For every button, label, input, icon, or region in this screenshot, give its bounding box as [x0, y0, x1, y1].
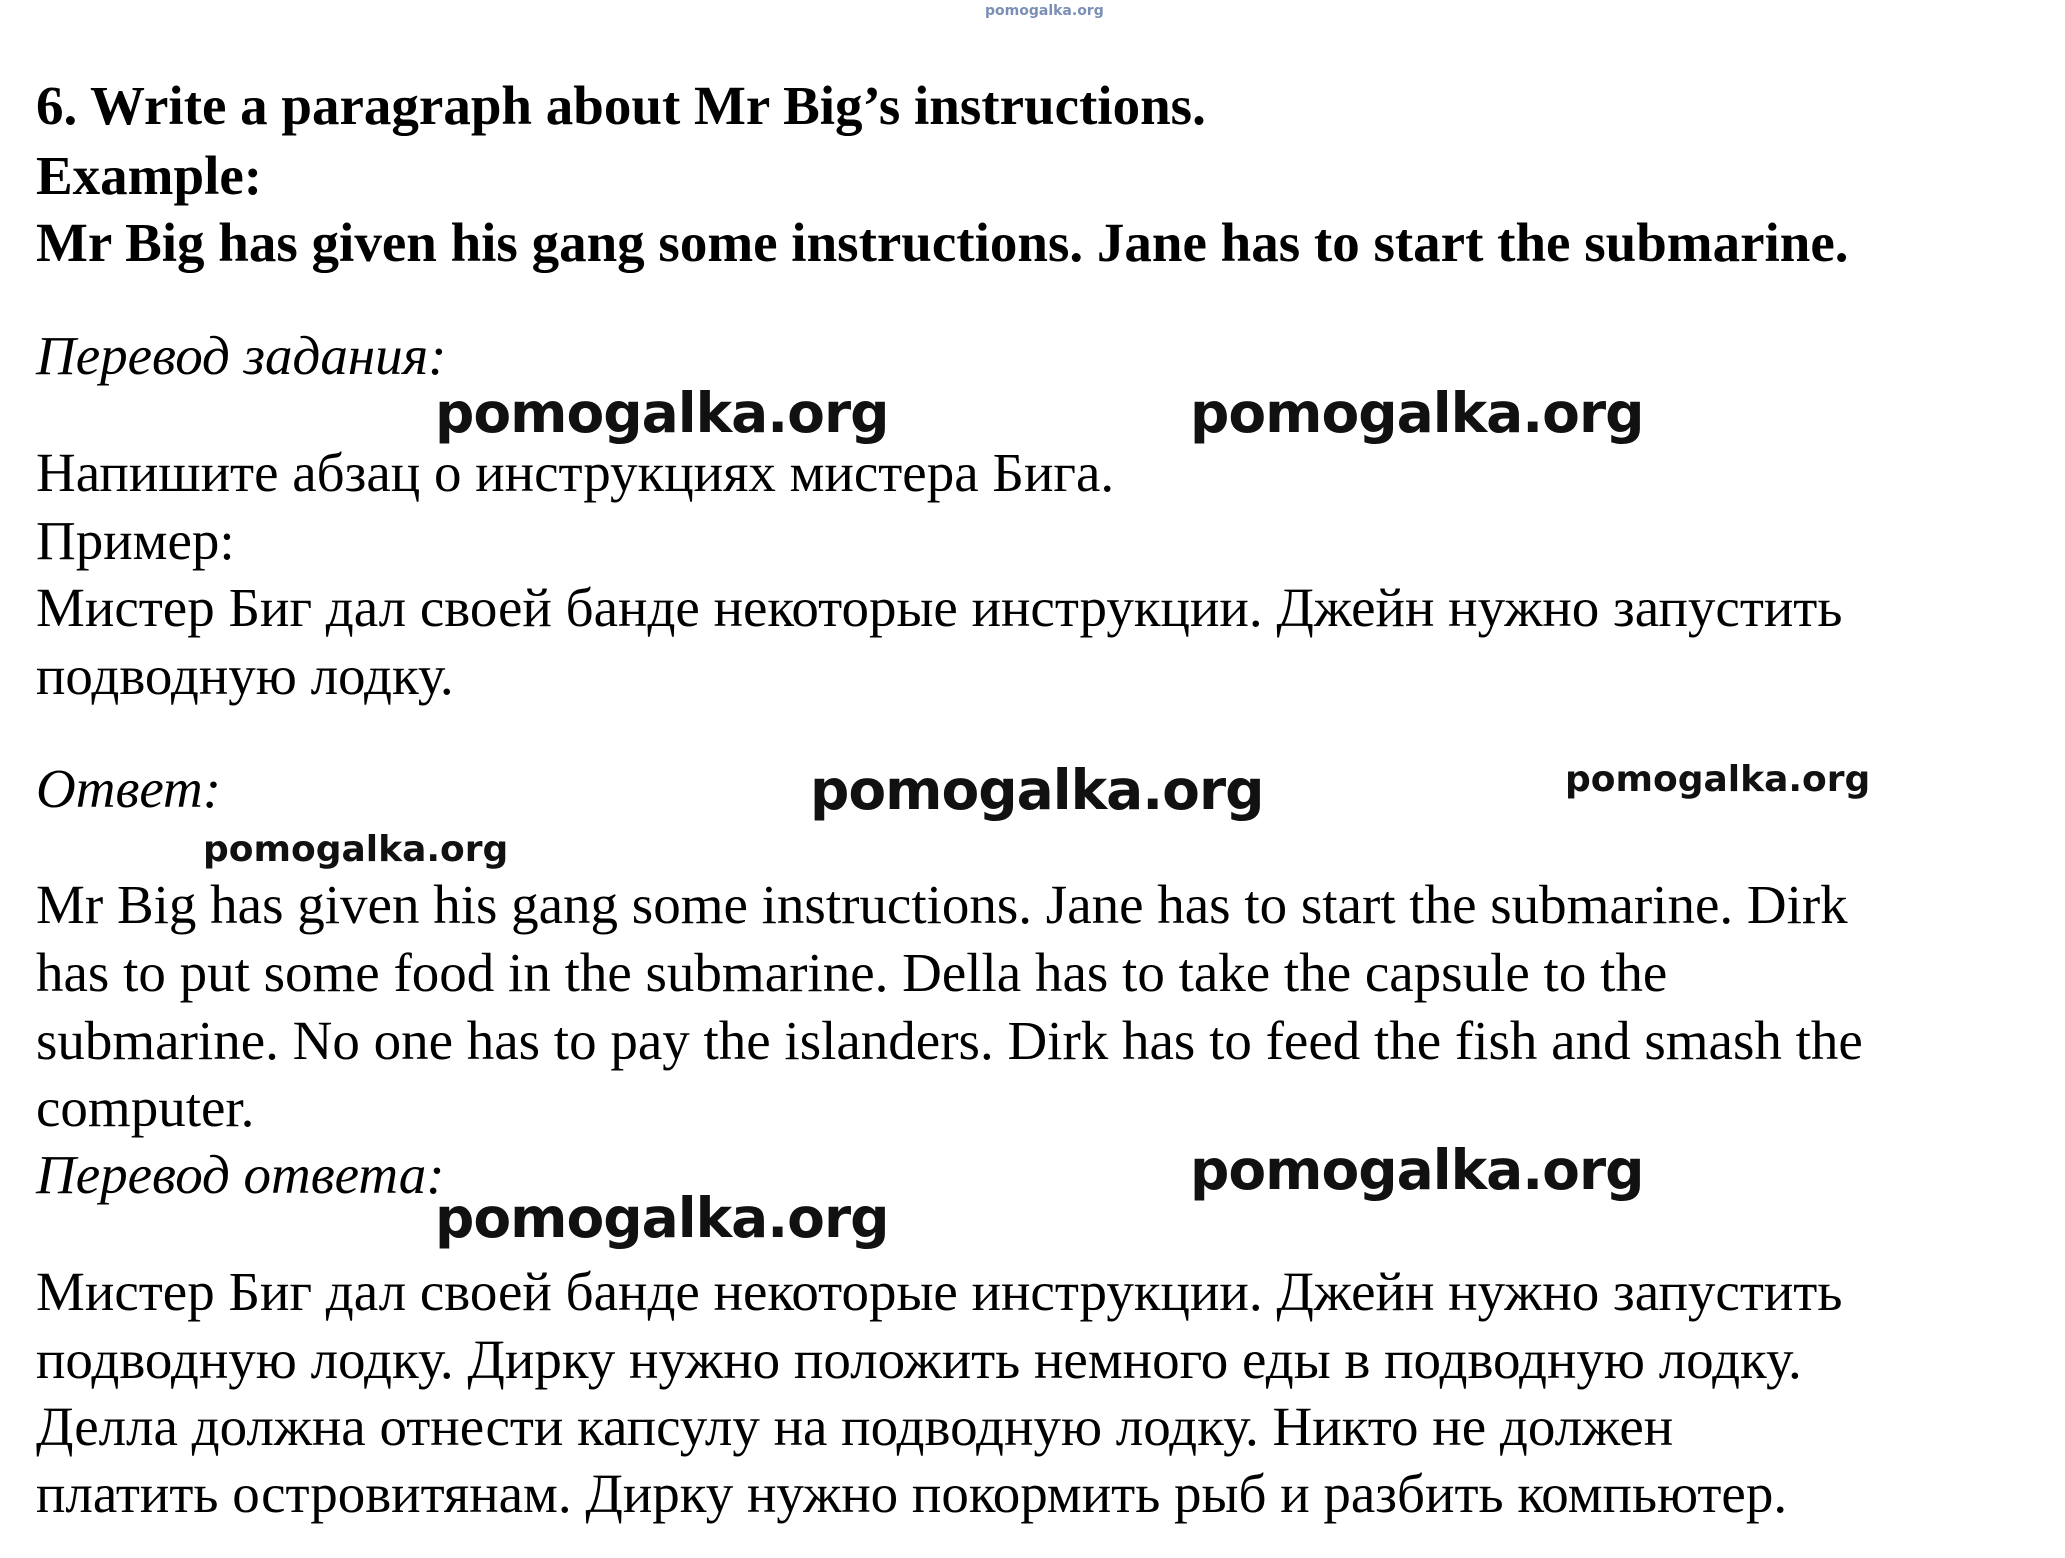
task-translation-heading: Перевод задания:: [36, 325, 447, 386]
task-translation-line: Мистер Биг дал своей банде некоторые инструкции. Джейн нужно запустить: [36, 577, 1843, 638]
task-title: 6. Write a paragraph about Mr Big’s instructions.: [36, 75, 1206, 136]
watermark: pomogalka.org: [1565, 759, 1871, 800]
answer-line: has to put some food in the submarine. Della has to take the capsule to the: [36, 942, 1668, 1003]
site-mark-top: pomogalka.org: [985, 3, 1104, 19]
answer-translation-heading: Перевод ответа:: [36, 1144, 445, 1205]
task-example-text: Mr Big has given his gang some instructions. Jane has to start the submarine.: [36, 212, 1849, 273]
answer-heading: Ответ:: [36, 758, 222, 819]
answer-translation-line: Мистер Биг дал своей банде некоторые инструкции. Джейн нужно запустить: [36, 1261, 1843, 1322]
watermark: pomogalka.org: [1190, 1138, 1644, 1202]
task-translation-line: Пример:: [36, 510, 235, 571]
answer-line: submarine. No one has to pay the islanders. Dirk has to feed the fish and smash the: [36, 1010, 1863, 1071]
answer-line: computer.: [36, 1077, 255, 1138]
answer-translation-line: Делла должна отнести капсулу на подводную лодку. Никто не должен: [36, 1396, 1674, 1457]
task-example-label: Example:: [36, 145, 263, 206]
answer-line: Mr Big has given his gang some instructions. Jane has to start the submarine. Dirk: [36, 874, 1848, 935]
answer-translation-line: платить островитянам. Дирку нужно покормить рыб и разбить компьютер.: [36, 1463, 1788, 1524]
watermark: pomogalka.org: [810, 758, 1264, 822]
task-translation-line: Напишите абзац о инструкциях мистера Бига.: [36, 442, 1115, 503]
watermark: pomogalka.org: [1190, 381, 1644, 445]
answer-translation-line: подводную лодку. Дирку нужно положить немного еды в подводную лодку.: [36, 1329, 1802, 1390]
watermark: pomogalka.org: [435, 381, 889, 445]
watermark: pomogalka.org: [435, 1186, 889, 1250]
watermark: pomogalka.org: [203, 829, 509, 870]
task-translation-line: подводную лодку.: [36, 645, 454, 706]
